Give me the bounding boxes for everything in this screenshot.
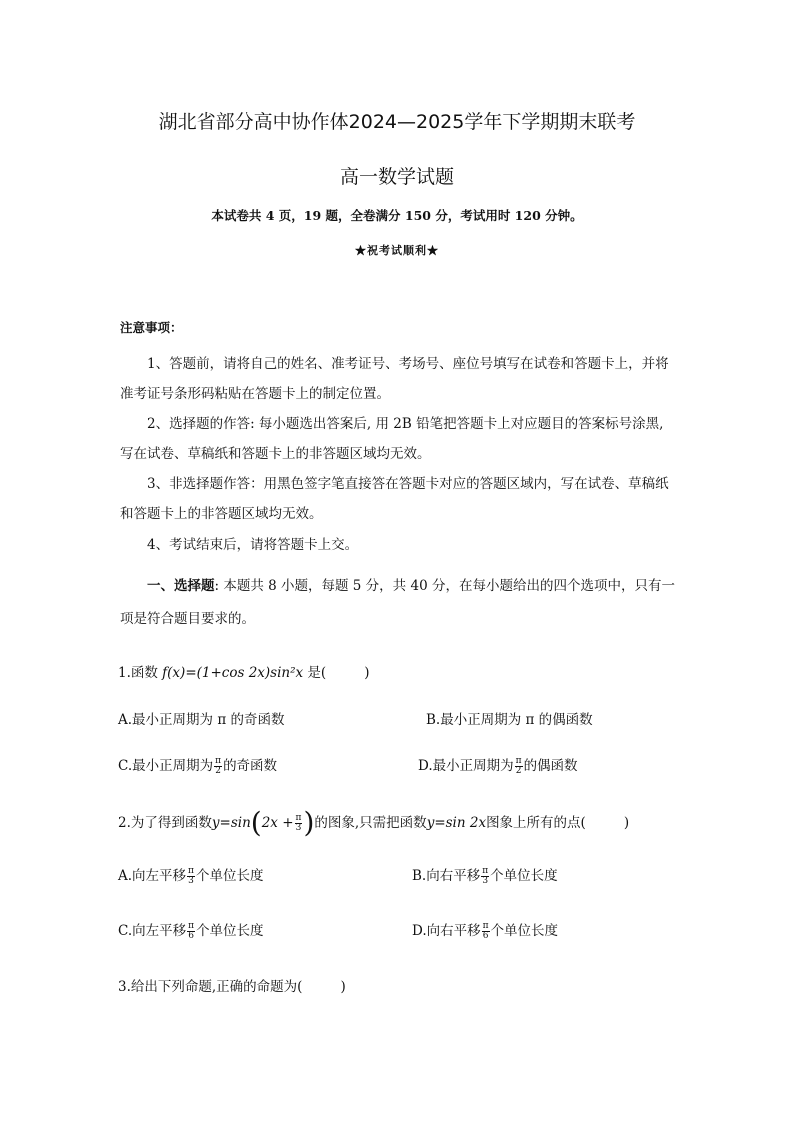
fraction-den: 3 [482, 876, 489, 886]
exam-title: 湖北省部分高中协作体2024—2025学年下学期期末联考 [158, 111, 636, 133]
q3-text: 3.给出下列命题,正确的命题为( [118, 979, 303, 995]
fraction [295, 814, 303, 833]
notice-heading: 注意事项： [120, 320, 183, 335]
fraction [214, 757, 222, 776]
q2-mid: 的图象,只需把函数 [314, 815, 427, 831]
fraction [481, 867, 489, 886]
question-2 [118, 806, 629, 839]
notice-item-1: 1、答题前，请将自己的姓名、准考证号、考场号、座位号填写在试卷和答题卡上，并将准考证号条形码粘贴在答题卡上的制定位置。 [120, 356, 669, 402]
fraction [187, 922, 195, 941]
fraction-num: π [515, 756, 522, 766]
q1-option-d [418, 754, 578, 776]
fraction-den: 6 [482, 931, 489, 941]
fraction-den: 3 [295, 823, 302, 833]
notice-item-4: 4、考试结束后，请将答题卡上交。 [147, 537, 359, 553]
q2-suffix: 图象上所有的点( [486, 815, 586, 831]
q2-expression: y=sin [211, 815, 251, 831]
fraction-den: 3 [188, 876, 194, 886]
q1-option-d-post: 的偶函数 [523, 758, 578, 774]
fraction [515, 757, 523, 776]
q2-option-post: 个单位长度 [196, 923, 264, 939]
fraction [187, 867, 195, 886]
fraction-num: π [482, 921, 489, 931]
fraction-num: π [482, 866, 489, 876]
exam-info: 本试卷共 4 页，19 题，全卷满分 150 分，考试用时 120 分钟。 [211, 208, 583, 223]
notice-item-2: 2、选择题的作答: 每小题选出答案后, 用 2B 铅笔把答题卡上对应题目的答案标号涂黑, 写在试卷、草稿纸和答题卡上的非答题区域均无效。 [120, 416, 664, 462]
q2-option-post: 个单位长度 [490, 868, 558, 884]
q2-expression-2: y=sin 2x [426, 815, 487, 831]
q2-option-b-pre: B.向右平移 [412, 868, 481, 884]
q2-option-a [118, 864, 263, 886]
fraction-num: π [295, 813, 302, 823]
question-3 [118, 975, 346, 995]
q3-close: ) [340, 979, 346, 995]
section-1-label: 一、选择题 [147, 578, 215, 594]
q2-option-c [118, 919, 264, 941]
q2-option-c-pre: C.向左平移 [118, 923, 187, 939]
fraction-den: 6 [188, 931, 194, 941]
q2-option-a-pre: A.向左平移 [118, 868, 187, 884]
section-1-text: : 本题共 8 小题，每题 5 分，共 40 分，在每小题给出的四个选项中，只有一项是符合题目要求的。 [120, 578, 675, 627]
question-1 [118, 661, 369, 681]
q1-expression: f(x)=(1+cos 2x)sin²x [162, 665, 304, 681]
q1-option-b: B.最小正周期为 π 的偶函数 [426, 712, 593, 728]
q1-prefix: 1.函数 [118, 665, 163, 681]
q1-option-d-pre: D.最小正周期为 [418, 758, 514, 774]
q2-option-d-pre: D.向右平移 [412, 923, 481, 939]
fraction [482, 922, 490, 941]
q1-suffix: 是( [303, 665, 327, 681]
fraction-den: 2 [215, 766, 221, 776]
q1-close: ) [364, 665, 370, 681]
exam-subtitle: 高一数学试题 [339, 166, 454, 188]
q1-option-a: A.最小正周期为 π 的奇函数 [118, 712, 285, 728]
right-paren-glyph: ) [303, 806, 315, 839]
q2-prefix: 2.为了得到函数 [118, 815, 212, 831]
good-luck-line: ★祝考试顺利★ [355, 244, 439, 257]
section-1-intro [120, 570, 680, 636]
q1-option-c-post: 的奇函数 [223, 758, 278, 774]
q2-inner: 2x + [261, 815, 294, 831]
q1-option-c-pre: C.最小正周期为 [118, 758, 214, 774]
fraction-num: π [188, 866, 194, 876]
notice-item-3: 3、非选择题作答：用黑色签字笔直接答在答题卡对应的答题区域内，写在试卷、草稿纸和答题卡上的非答题区域均无效。 [120, 476, 669, 522]
q2-option-post: 个单位长度 [490, 923, 559, 939]
q2-close: ) [623, 815, 630, 831]
fraction-num: π [215, 756, 222, 766]
fraction-den: 2 [515, 766, 522, 776]
q1-option-c [118, 754, 277, 776]
q2-option-d [412, 919, 558, 941]
q2-option-b [412, 864, 558, 886]
q2-option-post: 个单位长度 [195, 868, 264, 884]
fraction-num: π [188, 921, 195, 931]
left-paren-glyph: ( [250, 806, 262, 839]
